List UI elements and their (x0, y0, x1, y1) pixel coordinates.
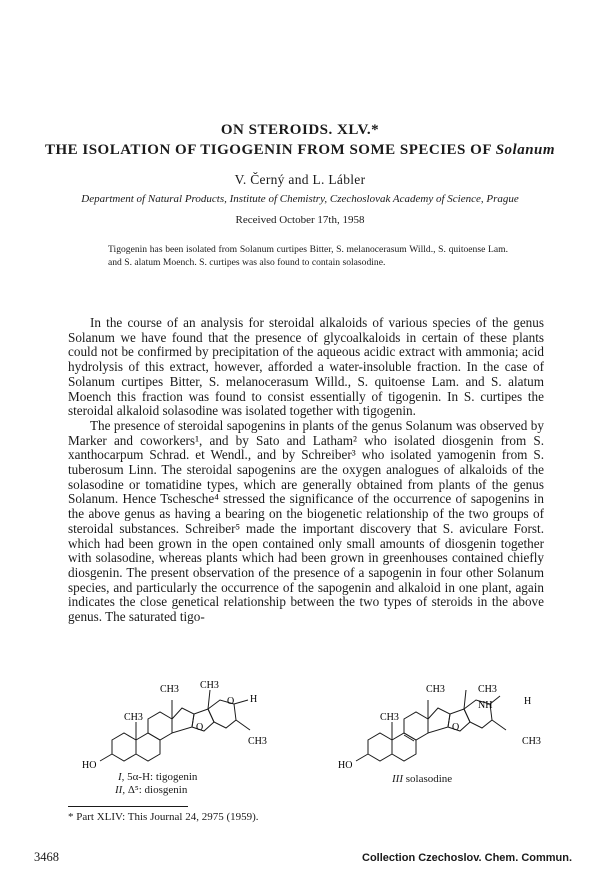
atom-ch3-27: CH3 (522, 736, 541, 747)
methyl-27-bond (492, 720, 506, 730)
atom-ch3-21: CH3 (478, 684, 497, 695)
atom-ch3-18: CH3 (160, 684, 179, 695)
caption-diosgenin (115, 784, 187, 796)
ring-a (112, 733, 136, 761)
caption-num-2: II, (115, 784, 126, 796)
article-title-line1: ON STEROIDS. XLV.* (220, 122, 380, 138)
footnote-rule (68, 806, 188, 807)
ring-d (428, 708, 450, 733)
received-date: Received October 17th, 1958 (235, 214, 365, 226)
methyl-21-bond (208, 690, 210, 709)
footnote-marker: * (68, 811, 74, 823)
caption-sub-2: Δ⁵: (127, 784, 142, 796)
journal-name: Collection Czechoslov. Chem. Commun. (362, 852, 573, 864)
caption-sub-1: 5α-H: (127, 771, 154, 783)
ring-b (136, 733, 160, 761)
footnote (68, 811, 259, 823)
ring-b (392, 733, 416, 761)
atom-ch3-18: CH3 (426, 684, 445, 695)
paragraph-1: In the course of an analysis for steroidal alkaloids of various species of the genus Solanum we have found that the presence of glycoalkaloids in certain of these plants could not be confirmed by precipitation of the aqueous acidic extract with ammonia; acid hydrolysis of this extract, however, afforded a water-insoluble fraction. In the case of Solanum curtipes Bitter, S. melanocerasum Willd., S. quitoense Lam. and S. alatum Moench this fraction was found to consist essentially of tigogenin. In S. curtipes the steroidal alkaloid solasodine was isolated together with tigogenin. (68, 315, 544, 419)
structure-tigogenin-diagram (82, 678, 282, 776)
page-number: 3468 (34, 850, 59, 864)
atom-o-ring: O (227, 696, 235, 707)
caption-num-3: III (392, 773, 403, 785)
caption-name-2: diosgenin (144, 784, 188, 796)
atom-ch3-27: CH3 (248, 736, 267, 747)
methyl-21-bond (464, 690, 466, 709)
atom-ho: HO (82, 760, 97, 771)
atom-h: H (250, 694, 258, 705)
atom-h: H (524, 696, 532, 707)
atom-o-furan: O (196, 722, 204, 733)
footnote-text: Part XLIV: This Journal 24, 2975 (1959). (76, 811, 259, 823)
structure-solasodine-diagram (338, 678, 558, 776)
title-genus: Solanum (495, 142, 556, 158)
ring-a (368, 733, 392, 761)
article-title-line2 (0, 142, 600, 159)
h-bond (234, 700, 248, 704)
caption-num-1: I, (118, 771, 125, 783)
atom-o-furan: O (452, 722, 460, 733)
abstract (108, 243, 508, 269)
methyl-27-bond (236, 720, 250, 730)
ring-c (404, 712, 428, 740)
ring-c (148, 712, 172, 740)
caption-name-3: solasodine (405, 773, 453, 785)
atom-ch3-19: CH3 (380, 712, 399, 723)
atom-ho: HO (338, 760, 353, 771)
atom-nh: NH (478, 700, 493, 711)
paragraph-2: The presence of steroidal sapogenins in plants of the genus Solanum was observed by Marker and coworkers¹, and by Sato and Latham² who isolated diosgenin from S. xanthocarpum Schrad. et Wendl., and by Schreiber³ who isolated yamogenin from S. tuberosum Linn. The steroidal sapogenins are the oxygen analogues of alkaloids of the solasodine or tomatidine types, which are generally obtained from plants of the genus Solanum. Hence Tschesche⁴ stressed the significance of the occurrence of sapogenins in the above genus as having a bearing on the biogenetic relationship of the two groups of steroidal substances. Schreiber⁵ made the important discovery that S. aviculare Forst. which had been grown in the open contained only small amounts of diosgenin together with solasodine, whereas plants which had been grown in greenhouses contained chiefly diosgenin. The present observation of the presence of a sapogenin in four other Solanum species, and particularly the occurrence of the sapogenin and alkaloid in one plant, again indicates the close genetical relationship between the two types of steroids in the above genus. The saturated tigo- (68, 417, 544, 625)
ring-d (172, 708, 194, 733)
atom-ch3-19: CH3 (124, 712, 143, 723)
affiliation: Department of Natural Products, Institute of Chemistry, Czechoslovak Academy of Science, Prague (81, 193, 519, 205)
caption-solasodine (392, 773, 452, 785)
hydroxyl-bond (100, 754, 112, 761)
authors: V. Černý and L. Lábler (234, 172, 366, 187)
abstract-text: Tigogenin has been isolated from Solanum curtipes Bitter, S. melanocerasum Willd., S. quitoense Lam. and S. alatum Moench. S. curtipes was also found to contain solasodine. (108, 244, 508, 268)
title-main-text: THE ISOLATION OF TIGOGENIN FROM SOME SPECIES OF (44, 142, 492, 158)
caption-tigogenin (118, 771, 197, 783)
caption-name-1: tigogenin (155, 771, 198, 783)
hydroxyl-bond (356, 754, 368, 761)
atom-ch3-21: CH3 (200, 680, 219, 691)
body-text (68, 316, 544, 625)
